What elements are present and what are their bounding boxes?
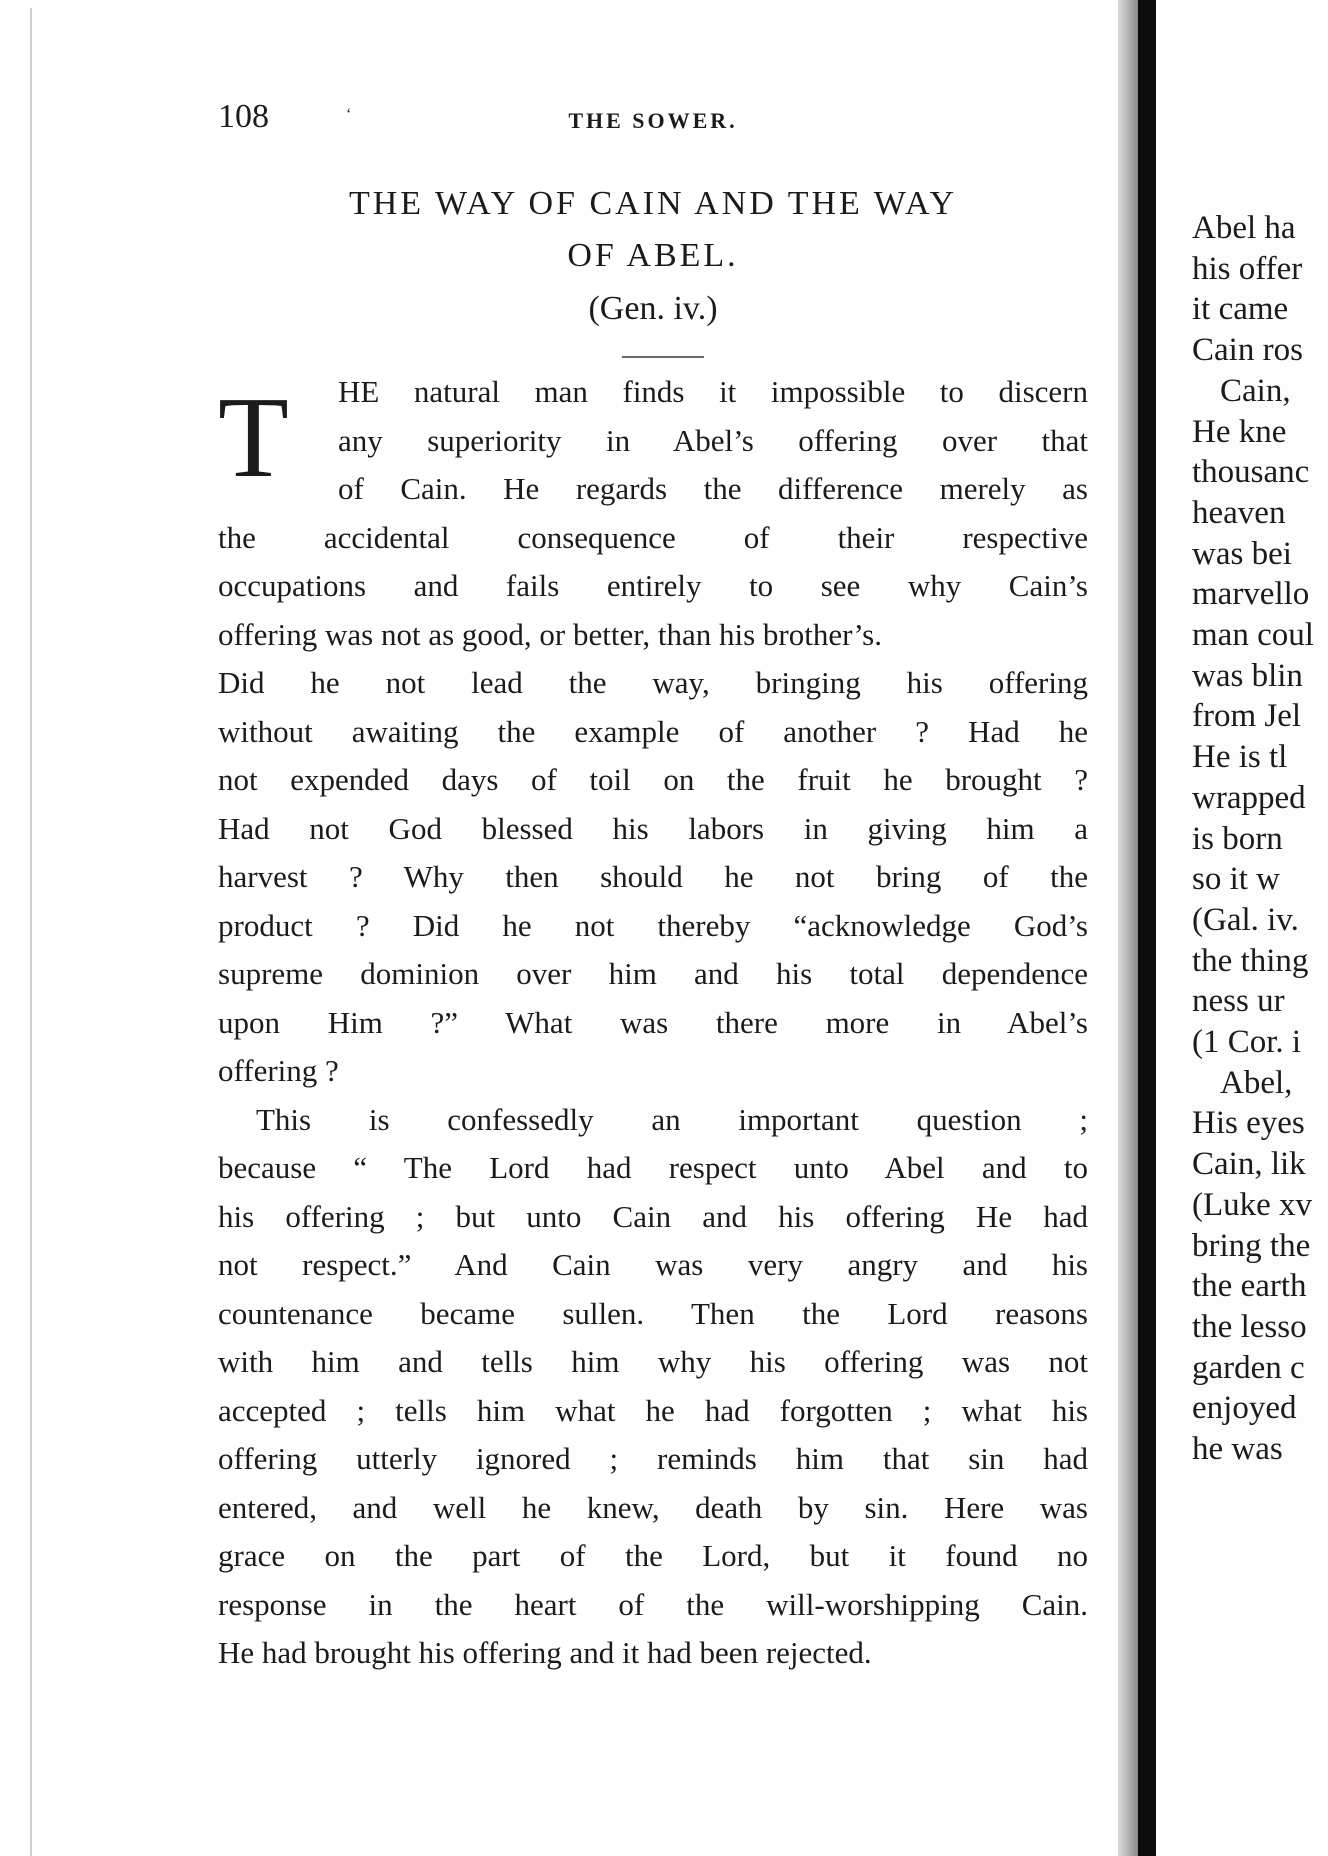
body-line: offering ? bbox=[218, 1053, 339, 1088]
facing-page-line: the thing bbox=[1192, 942, 1309, 979]
facing-page-line: His eyes bbox=[1192, 1105, 1305, 1142]
facing-page-line: Cain, bbox=[1220, 372, 1291, 409]
body-line: Had not God blessed his labors in giving him a bbox=[218, 810, 1088, 846]
body-line: product ? Did he not thereby “acknowledge God’s bbox=[218, 907, 1088, 943]
facing-page-line: it came bbox=[1192, 291, 1289, 328]
facing-page-line: man coul bbox=[1192, 617, 1314, 653]
body-line: not respect.” And Cain was very angry and his bbox=[218, 1247, 1088, 1282]
facing-page-line: so it w bbox=[1192, 861, 1281, 898]
scripture-reference: (Gen. iv.) bbox=[588, 290, 718, 327]
body-line: offering utterly ignored ; reminds him that sin had bbox=[218, 1441, 1088, 1476]
body-line: Did he not lead the way, bringing his offering bbox=[218, 665, 1088, 700]
body-line: entered, and well he knew, death by sin. Here was bbox=[218, 1489, 1088, 1525]
page-edge-shadow bbox=[1118, 0, 1138, 1856]
body-line: grace on the part of the Lord, but it found no bbox=[218, 1538, 1088, 1573]
facing-page-line: heaven bbox=[1192, 494, 1286, 531]
facing-page-line: the earth bbox=[1192, 1268, 1307, 1305]
facing-page-line: Cain ros bbox=[1192, 332, 1303, 369]
body-line: upon Him ?” What was there more in Abel’s bbox=[218, 1004, 1088, 1040]
facing-page-line: wrapped bbox=[1192, 779, 1306, 816]
body-line: his offering ; but unto Cain and his offering He had bbox=[218, 1198, 1088, 1234]
facing-page-line: is born bbox=[1192, 820, 1283, 857]
body-line: He had brought his offering and it had been rejected. bbox=[218, 1635, 872, 1670]
facing-page-line: He is tl bbox=[1192, 739, 1288, 776]
facing-page-line: was bei bbox=[1192, 535, 1292, 572]
facing-page-line: he was bbox=[1192, 1431, 1283, 1467]
facing-page-line: garden c bbox=[1192, 1349, 1305, 1386]
body-line: occupations and fails entirely to see why Cain’s bbox=[218, 568, 1088, 603]
facing-page-line: Abel ha bbox=[1192, 210, 1296, 246]
title-divider bbox=[622, 356, 704, 358]
body-line: because “ The Lord had respect unto Abel and to bbox=[218, 1150, 1088, 1185]
body-line: without awaiting the example of another ? Had he bbox=[218, 713, 1088, 749]
facing-page-line: enjoyed bbox=[1192, 1390, 1297, 1427]
body-line: HE natural man finds it impossible to discern bbox=[338, 374, 1088, 409]
facing-page-line: (1 Cor. i bbox=[1192, 1024, 1302, 1060]
book-gutter bbox=[1138, 0, 1156, 1856]
facing-page-line: bring the bbox=[1192, 1227, 1311, 1264]
facing-page-line: (Gal. iv. bbox=[1192, 901, 1299, 938]
facing-page bbox=[1156, 0, 1328, 1856]
facing-page-line: Cain, lik bbox=[1192, 1146, 1306, 1183]
body-line: offering was not as good, or better, than his brother’s. bbox=[218, 616, 882, 652]
facing-page-line: the lesso bbox=[1192, 1308, 1307, 1345]
facing-page-line: ness ur bbox=[1192, 983, 1285, 1020]
body-line: with him and tells him why his offering was not bbox=[218, 1344, 1088, 1379]
body-line: supreme dominion over him and his total dependence bbox=[218, 956, 1088, 991]
body-line: response in the heart of the will-worshipping Cain. bbox=[218, 1586, 1088, 1622]
article-body bbox=[218, 368, 1088, 1678]
facing-page-line: (Luke xv bbox=[1192, 1186, 1313, 1223]
body-line: of Cain. He regards the difference merely as bbox=[338, 471, 1088, 506]
body-line: accepted ; tells him what he had forgotten ; what his bbox=[218, 1392, 1088, 1428]
facing-page-line: marvello bbox=[1192, 576, 1310, 613]
body-line: not expended days of toil on the fruit he brought ? bbox=[218, 762, 1088, 797]
body-line: the accidental consequence of their respective bbox=[218, 519, 1088, 555]
facing-page-line: was blin bbox=[1192, 657, 1303, 694]
running-title: THE SOWER. bbox=[568, 108, 738, 133]
body-line: harvest ? Why then should he not bring of the bbox=[218, 859, 1088, 894]
running-head bbox=[218, 98, 1088, 138]
page-number: 108 bbox=[218, 98, 269, 135]
body-line: This is confessedly an important question ; bbox=[256, 1101, 1088, 1137]
article-title-line-2: OF ABEL. bbox=[567, 237, 739, 274]
article-title bbox=[218, 178, 1088, 282]
body-line: countenance became sullen. Then the Lord reasons bbox=[218, 1295, 1088, 1331]
stray-mark: ʻ bbox=[346, 106, 352, 123]
facing-page-line: from Jel bbox=[1192, 698, 1302, 735]
article-title-line-1: THE WAY OF CAIN AND THE WAY bbox=[348, 185, 958, 222]
drop-cap: T bbox=[218, 374, 289, 502]
facing-page-line: Abel, bbox=[1220, 1064, 1293, 1101]
body-line: any superiority in Abel’s offering over that bbox=[338, 422, 1088, 458]
facing-page-line: his offer bbox=[1192, 250, 1303, 287]
facing-page-line: thousanc bbox=[1192, 454, 1310, 491]
facing-page-line: He kne bbox=[1192, 413, 1287, 450]
